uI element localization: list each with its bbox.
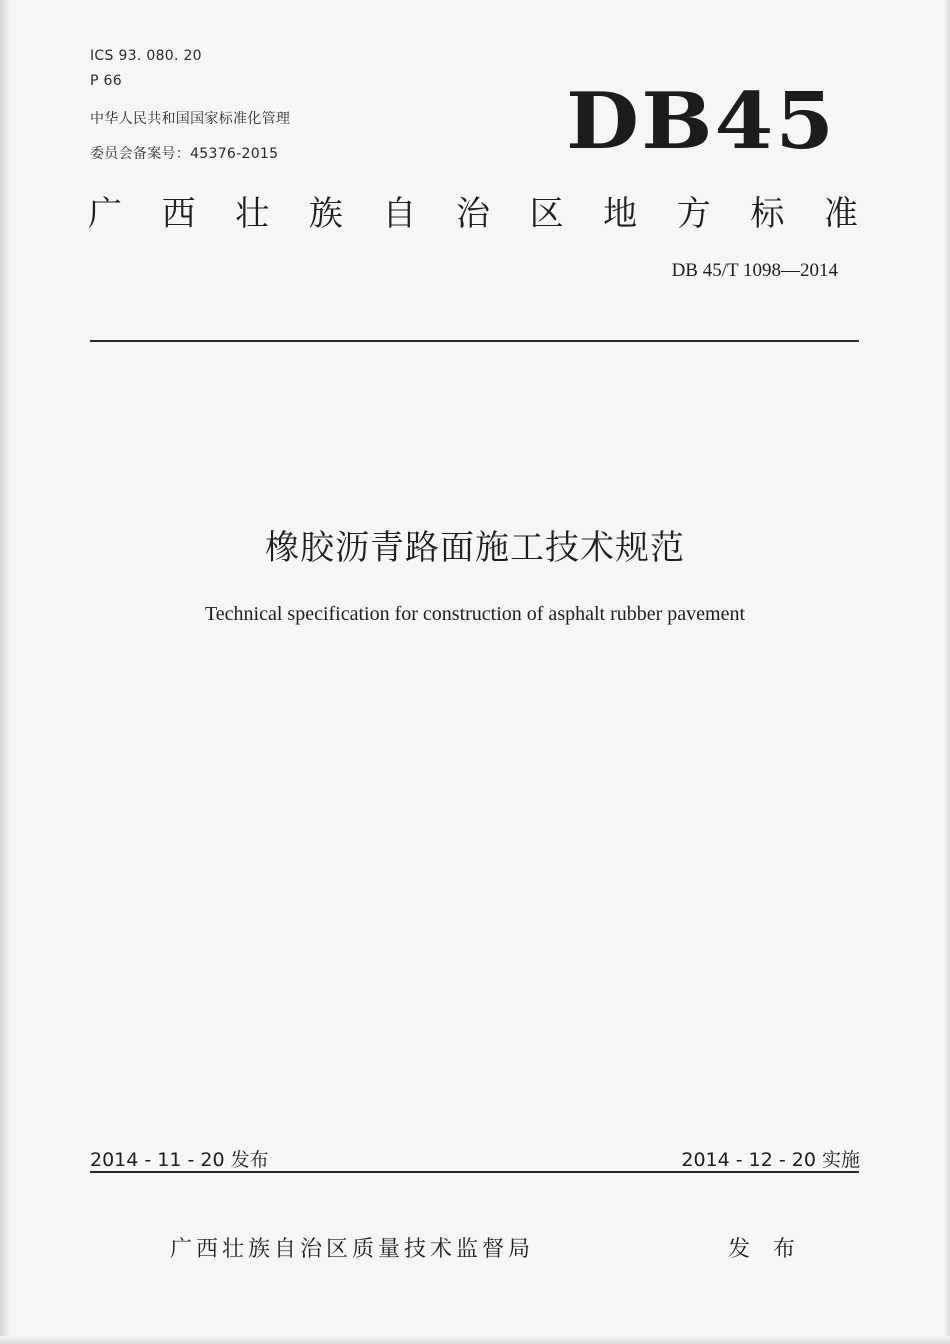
issued-label: 发 布 bbox=[728, 1237, 803, 1262]
record-number: 委员会备案号：45376-2015 bbox=[90, 146, 279, 162]
committee-name: 中华人民共和国国家标准化管理 bbox=[90, 111, 291, 127]
footer-divider bbox=[90, 1171, 859, 1173]
category-char: 治 bbox=[455, 194, 490, 234]
issuer-name: 广西壮族自治区质量技术监督局 bbox=[170, 1237, 535, 1262]
classification-code: P 66 bbox=[90, 73, 122, 89]
standard-category bbox=[88, 186, 858, 235]
issue-date: 2014 - 11 - 20 发布 bbox=[90, 1149, 269, 1171]
ics-code: ICS 93. 080. 20 bbox=[90, 48, 202, 64]
category-char: 西 bbox=[161, 194, 196, 234]
implementation-date: 2014 - 12 - 20 实施 bbox=[681, 1149, 860, 1171]
category-char: 标 bbox=[750, 194, 785, 234]
category-char: 方 bbox=[676, 194, 711, 234]
category-char: 区 bbox=[529, 194, 564, 234]
category-char: 自 bbox=[382, 194, 417, 234]
scan-edge-bottom bbox=[0, 1336, 950, 1344]
scan-edge-right bbox=[944, 0, 950, 1344]
db-logo: DB45 bbox=[565, 76, 836, 167]
category-char: 地 bbox=[603, 194, 638, 234]
category-char: 广 bbox=[88, 194, 122, 234]
category-char: 壮 bbox=[235, 194, 270, 234]
title-english: Technical specification for construction of asphalt rubber pavement bbox=[204, 603, 746, 625]
header-divider bbox=[90, 340, 859, 342]
category-char: 准 bbox=[823, 194, 858, 234]
category-char: 族 bbox=[308, 194, 343, 234]
standard-number: DB 45/T 1098—2014 bbox=[671, 260, 838, 281]
title-chinese: 橡胶沥青路面施工技术规范 bbox=[265, 528, 685, 568]
scan-edge-left bbox=[0, 0, 10, 1344]
